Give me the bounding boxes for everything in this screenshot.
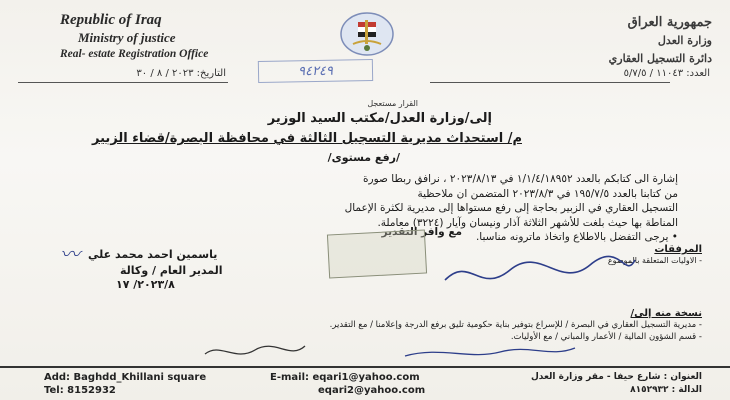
enclosures-item: - الاوليات المتعلقة بالموضوع	[607, 256, 702, 265]
signature-scribble-icon: 〰	[60, 242, 80, 266]
ministry-emblem-icon	[338, 10, 396, 58]
body-line: المناطة بها حيث بلغت للأشهر الثلاثة آذار ونيسان وآيار (٣٢٢٤) معاملة.	[377, 216, 678, 229]
number-value: ١١٠٤٣ / ٥/٧/٥	[623, 68, 684, 79]
enclosures-title: المرفقات	[654, 244, 702, 255]
footer-arabic-address: العنوان : شارع حيفا - مقر وزارة العدل	[530, 372, 702, 382]
arabic-letterhead	[609, 14, 712, 68]
subject-subtitle: /رفع مستوى/	[327, 151, 400, 164]
body-line: إشارة الى كتابكم بالعدد ١/١/٤/١٨٩٥٢ في ٢٠٢٣/٨/١٣ ، نرافق ربطا صورة	[363, 173, 678, 185]
handwritten-note-icon	[440, 250, 640, 300]
footer-email-2: eqari2@yahoo.com	[318, 385, 426, 396]
date-label: التاريخ:	[196, 68, 226, 79]
copy-to-title: نسخة منه إلى/	[630, 308, 702, 319]
footer-phone: Tel: 8152932	[44, 385, 116, 396]
footer-rule	[0, 366, 730, 368]
body-line: التسجيل العقاري في الزبير بحاجة إلى رفع مستواها إلى مديرية لكثرة الإعمال	[344, 202, 678, 214]
body-line: • يرجى التفضل بالاطلاع واتخاذ ماترونه مناسبا.	[475, 231, 678, 243]
number-field	[460, 68, 710, 79]
number-label: العدد:	[686, 68, 710, 79]
copy-to-line-2: - قسم الشؤون المالية / الأعمار والمباني / مع الأوليات.	[510, 332, 702, 342]
footer-email-1: E-mail: eqari1@yahoo.com	[270, 372, 420, 383]
english-letterhead	[60, 12, 208, 63]
header-ar-line-2: وزارة العدل	[657, 34, 712, 47]
date-value: ٢٠٢٣ / ٨ / ٣٠	[136, 68, 194, 79]
signature-date: ٢٠٢٣/٨/ ١٧	[116, 278, 175, 291]
footer-signature-scribble-icon	[400, 340, 580, 364]
recipient-line: إلى/وزارة العدل/مكتب السيد الوزير	[267, 111, 492, 126]
official-stamp	[327, 229, 427, 278]
incoming-number-stamp: ٩٤٢٤٩	[258, 59, 373, 83]
header-en-line-2: Ministry of justice	[78, 30, 176, 45]
header-en-line-3: Real- estate Registration Office	[60, 48, 209, 60]
closing-regards: مع وافر التقدير	[381, 226, 462, 238]
body-line: من كتابنا بالعدد ١٩٥/٧/٥ في ٢٠٢٣/٨/٣ المتضمن ان ملاحظية	[417, 187, 678, 200]
initials-scribble-icon	[200, 340, 310, 364]
urgent-note: القرار مستعجل	[367, 99, 418, 108]
date-rule	[18, 82, 228, 83]
footer-arabic-phone: الدالة : ٨١٥٢٩٣٢	[630, 385, 702, 395]
number-rule	[430, 82, 670, 83]
subject-line: م/ استحداث مديرية التسجيل الثالثة في محافظة البصرة/قضاء الزبير	[91, 131, 522, 146]
header-ar-line-1: جمهورية العراق	[627, 15, 712, 30]
copy-to-line-1: - مديرية التسجيل العقاري في البصرة / للإسراع بتوفير بناية حكومية تليق برفع الدرجة وإعلامنا / مع التقدير.	[329, 320, 702, 330]
header-ar-line-3: دائرة التسجيل العقاري	[608, 52, 712, 65]
header-en-line-1: Republic of Iraq	[60, 12, 162, 28]
date-field	[36, 68, 226, 79]
signatory-name: ياسمين احمد محمد علي	[88, 248, 218, 261]
footer-address: Add: Baghdd_Khillani square	[44, 372, 207, 383]
signatory-title: المدير العام / وكالة	[120, 264, 223, 277]
